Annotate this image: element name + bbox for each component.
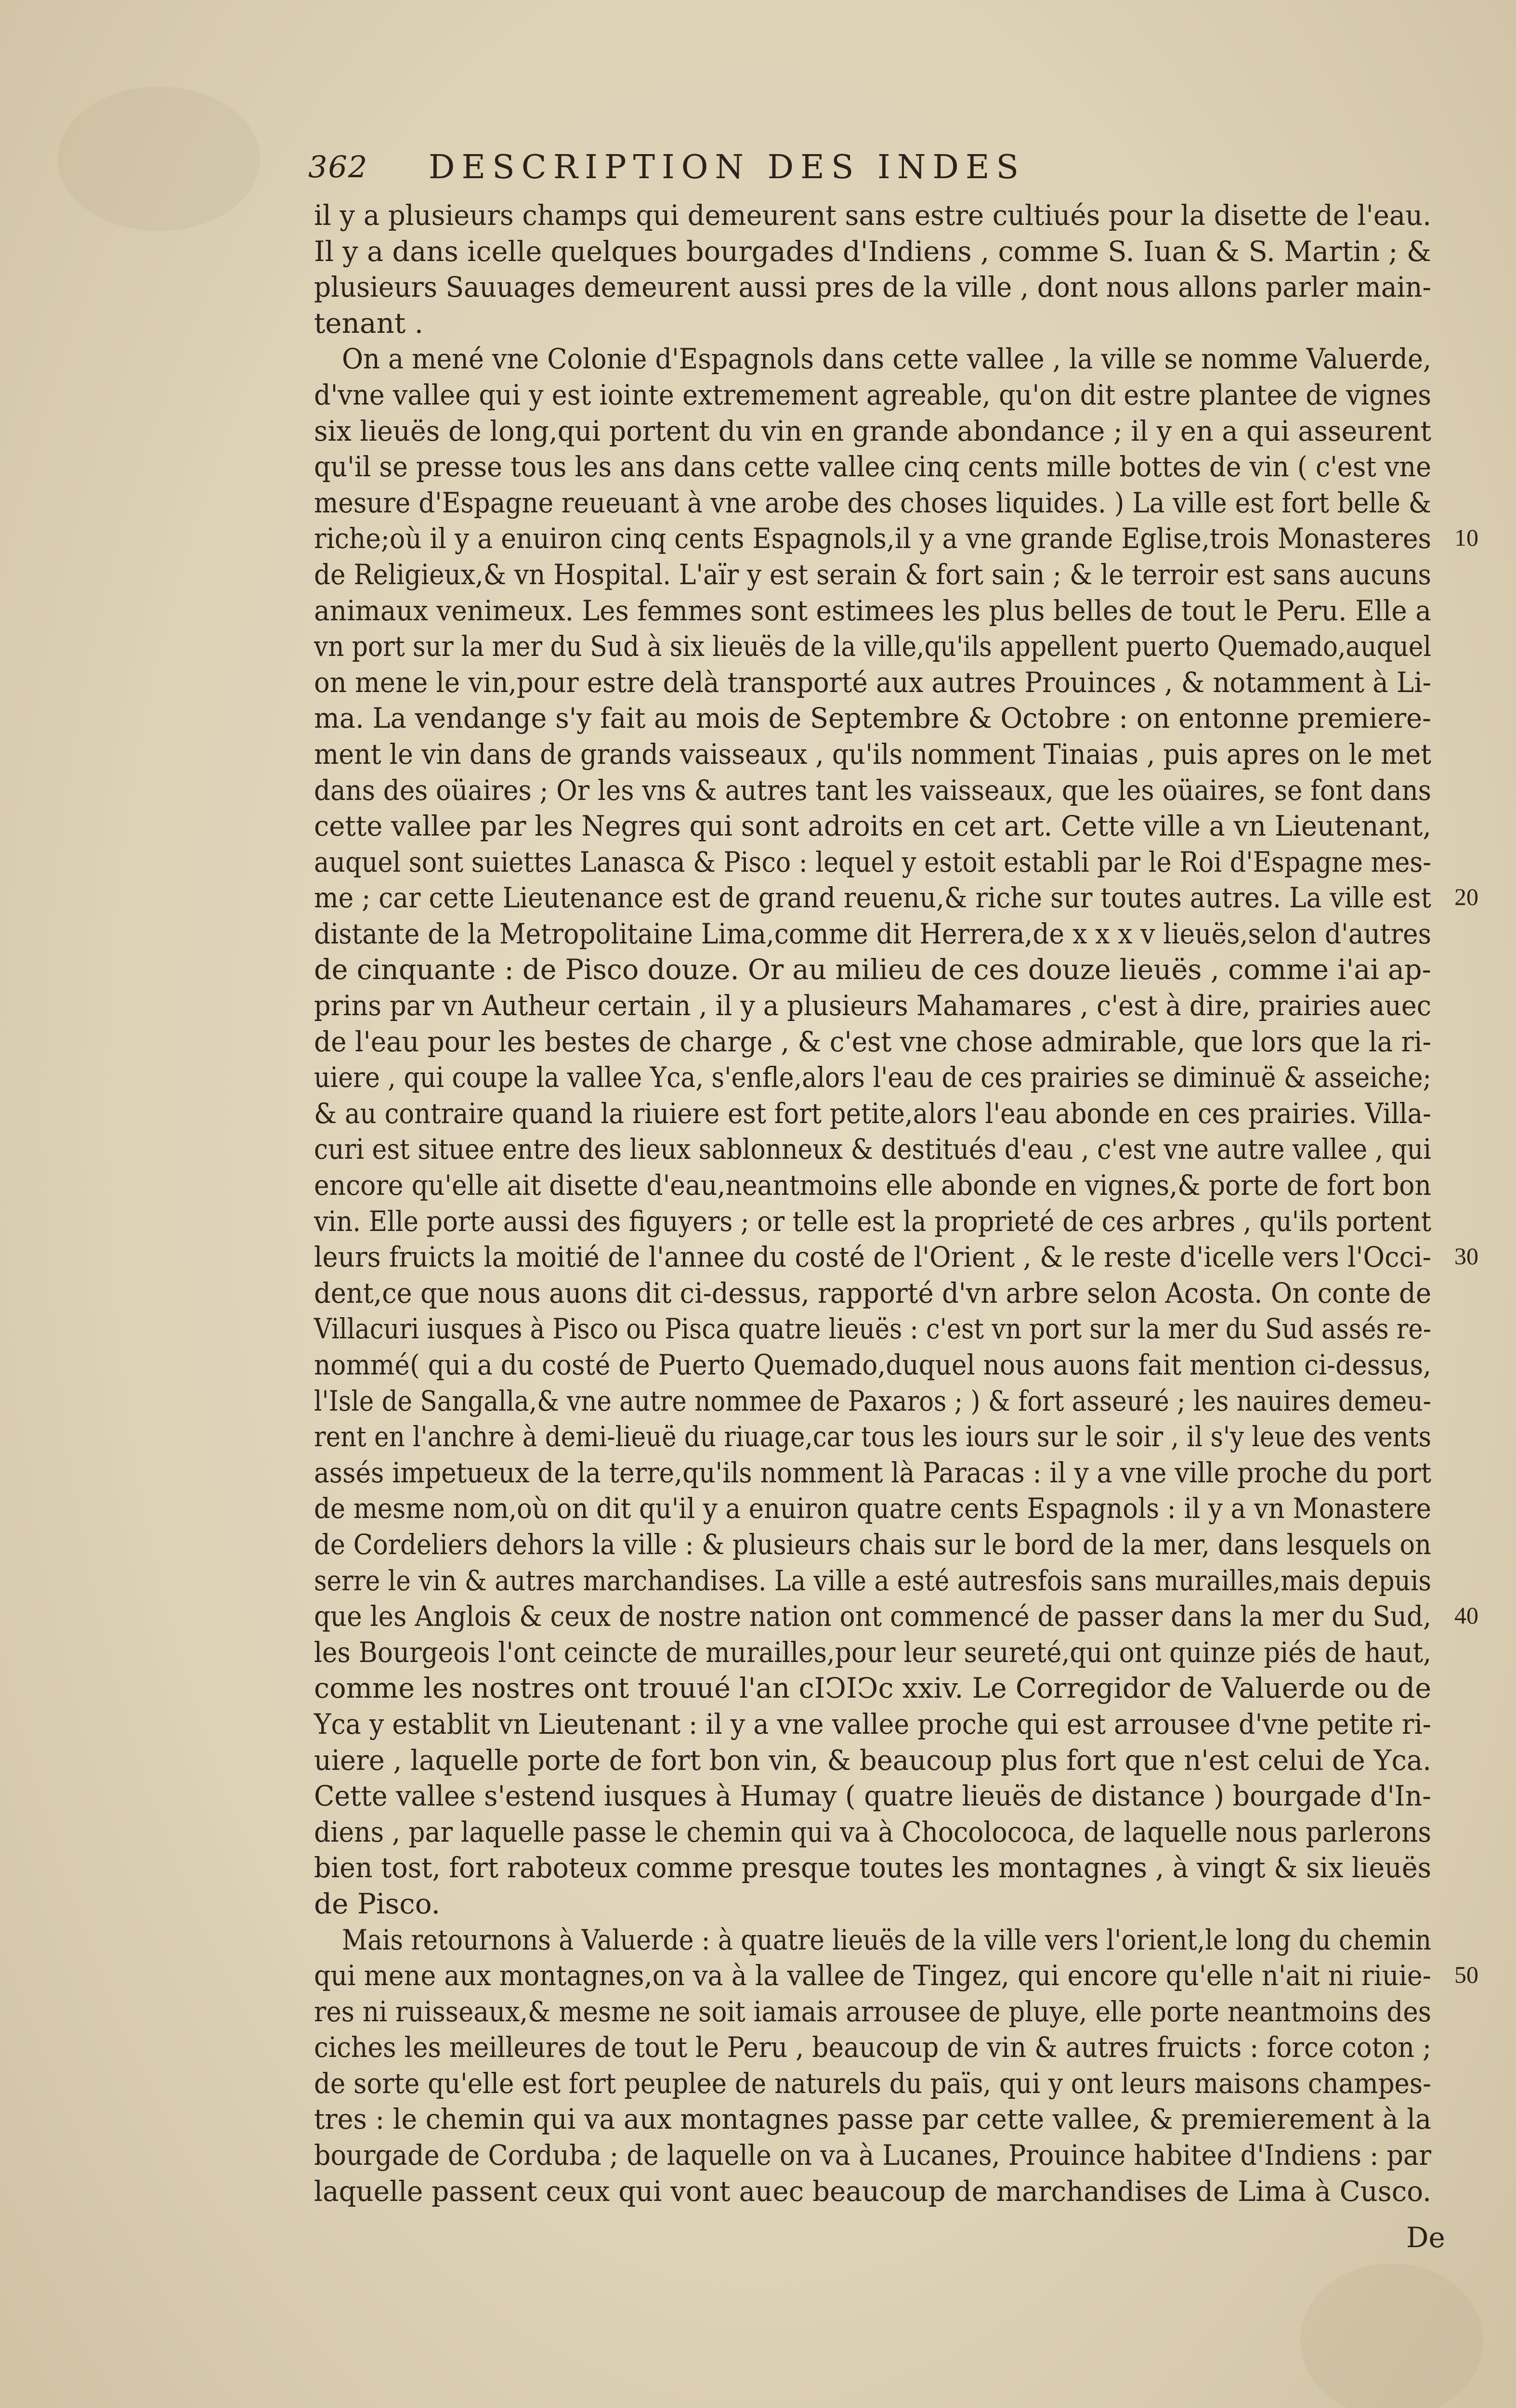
text-line	[314, 916, 1460, 952]
text-line	[314, 1850, 1460, 1886]
text-line-content: ment le vin dans de grands vaisseaux , qu'ils nomment Tinaias , puis apres on le met	[314, 737, 1431, 771]
text-line-content: comme les nostres ont trouué l'an cIↃIↃc xxiv. Le Corregidor de Valuerde ou de	[314, 1672, 1431, 1705]
text-line-content: les Bourgeois l'ont ceincte de murailles,pour leur seureté,qui ont quinze piés de haut,	[314, 1636, 1431, 1669]
text-line	[314, 234, 1460, 270]
text-line-content: cette vallee par les Negres qui sont adroits en cet art. Cette ville a vn Lieutenant,	[314, 810, 1431, 843]
text-line	[314, 628, 1460, 665]
margin-line-number: 30	[1454, 1243, 1478, 1270]
text-line	[314, 1239, 1460, 1275]
text-line	[314, 1491, 1460, 1527]
text-line	[314, 952, 1460, 988]
text-line	[314, 1635, 1460, 1671]
text-line	[314, 1958, 1460, 1994]
text-line	[314, 1670, 1460, 1706]
text-line-content: & au contraire quand la riuiere est fort petite,alors l'eau abonde en ces prairies. Villa-	[314, 1097, 1431, 1130]
text-line	[314, 772, 1460, 809]
text-line-content: dans des oüaires ; Or les vns & autres tant les vaisseaux, que les oüaires, se font dans	[314, 773, 1431, 807]
text-line-content: nommé( qui a du costé de Puerto Quemado,duquel nous auons fait mention ci-dessus,	[314, 1348, 1431, 1381]
text-line-content: dent,ce que nous auons dit ci-dessus, rapporté d'vn arbre selon Acosta. On conte de	[314, 1276, 1431, 1309]
text-line-content: Cette vallee s'estend iusques à Humay ( quatre lieuës de distance ) bourgade d'In-	[314, 1780, 1431, 1813]
text-line-content: prins par vn Autheur certain , il y a plusieurs Mahamares , c'est à dire, prairies auec	[314, 989, 1431, 1022]
text-line-content: laquelle passent ceux qui vont auec beaucoup de marchandises de Lima à Cusco.	[314, 2174, 1431, 2208]
text-line-content: uiere , qui coupe la vallee Yca, s'enfle,alors l'eau de ces prairies se diminuë & asseiche;	[314, 1061, 1431, 1094]
text-line	[314, 665, 1460, 701]
text-line-content: Mais retournons à Valuerde : à quatre lieuës de la ville vers l'orient,le long du chemin	[342, 1923, 1431, 1956]
text-line	[314, 341, 1460, 377]
text-line	[314, 1778, 1460, 1814]
text-line	[314, 988, 1460, 1024]
text-line	[314, 1814, 1460, 1850]
text-line	[314, 1563, 1460, 1599]
text-line-content: de l'eau pour les bestes de charge , & c'est vne chose admirable, que lors que la ri-	[314, 1025, 1431, 1058]
page-header	[308, 144, 1300, 197]
text-line-content: de sorte qu'elle est fort peuplee de naturels du païs, qui y ont leurs maisons champes-	[314, 2067, 1431, 2100]
text-line	[314, 1275, 1460, 1311]
text-line	[314, 269, 1460, 305]
text-line-content: on mene le vin,pour estre delà transporté aux autres Prouinces , & notamment à Li-	[314, 666, 1431, 699]
text-line-content: animaux venimeux. Les femmes sont estimees les plus belles de tout le Peru. Elle a	[314, 594, 1431, 627]
paper-stain	[1300, 2264, 1483, 2408]
text-line	[314, 593, 1460, 629]
text-line-content: Villacuri iusques à Pisco ou Pisca quatre lieuës : c'est vn port sur la mer du Sud assés re-	[314, 1312, 1431, 1346]
text-line-content: res ni ruisseaux,& mesme ne soit iamais arrousee de pluye, elle porte neantmoins des	[314, 1995, 1431, 2028]
text-line-content: de mesme nom,où on dit qu'il y a enuiron quatre cents Espagnols : il y a vn Monastere	[314, 1492, 1431, 1525]
text-line	[314, 1742, 1460, 1779]
text-line-content: vin. Elle porte aussi des figuyers ; or telle est la proprieté de ces arbres , qu'ils portent	[314, 1204, 1431, 1238]
running-head: DESCRIPTION DES INDES	[429, 148, 1026, 186]
text-line	[314, 1060, 1460, 1096]
paper-stain	[58, 87, 260, 231]
margin-line-number: 10	[1454, 524, 1478, 551]
text-line	[314, 1706, 1460, 1742]
text-line	[314, 1598, 1460, 1635]
text-line-content: auquel sont suiettes Lanasca & Pisco : lequel y estoit establi par le Roi d'Espagne mes-	[314, 845, 1431, 878]
text-line	[314, 1922, 1460, 1958]
text-line	[314, 808, 1460, 844]
text-line-content: me ; car cette Lieutenance est de grand reuenu,& riche sur toutes autres. La ville est	[314, 881, 1431, 915]
text-line-content: il y a plusieurs champs qui demeurent sans estre cultiués pour la disette de l'eau.	[314, 199, 1431, 232]
text-line	[314, 1455, 1460, 1491]
text-line-content: vn port sur la mer du Sud à six lieuës de la ville,qu'ils appellent puerto Quemado,auquel	[314, 630, 1431, 663]
margin-line-number: 50	[1454, 1961, 1478, 1989]
text-line-content: tres : le chemin qui va aux montagnes passe par cette vallee, & premierement à la	[314, 2103, 1431, 2136]
text-line-content: ciches les meilleures de tout le Peru , beaucoup de vin & autres fruicts : force coton ;	[314, 2031, 1431, 2064]
page-number: 362	[308, 149, 368, 184]
text-line	[314, 2137, 1460, 2173]
text-line-content: leurs fruicts la moitié de l'annee du costé de l'Orient , & le reste d'icelle vers l'Occi-	[314, 1241, 1431, 1274]
text-line	[314, 1383, 1460, 1419]
text-line	[314, 2029, 1460, 2066]
text-line	[314, 2101, 1460, 2137]
text-line-content: diens , par laquelle passe le chemin qui va à Chocolococa, de laquelle nous parlerons	[314, 1815, 1431, 1848]
text-line-content: plusieurs Sauuages demeurent aussi pres de la ville , dont nous allons parler main-	[314, 271, 1431, 304]
text-line-content: encore qu'elle ait disette d'eau,neantmoins elle abonde en vignes,& porte de fort bon	[314, 1169, 1431, 1202]
text-line	[314, 1204, 1460, 1240]
text-line	[314, 377, 1460, 413]
body-text	[314, 197, 1460, 2209]
text-line	[314, 413, 1460, 449]
text-line	[314, 1024, 1460, 1060]
text-line	[314, 1347, 1460, 1383]
text-line	[314, 197, 1460, 234]
text-line-content: Yca y establit vn Lieutenant : il y a vne vallee proche qui est arrousee d'vne petite ri-	[314, 1707, 1431, 1741]
text-line	[314, 700, 1460, 736]
text-line	[314, 1167, 1460, 1204]
text-line	[314, 521, 1460, 557]
text-line-content: serre le vin & autres marchandises. La ville a esté autresfois sans murailles,mais depuis	[314, 1564, 1431, 1597]
text-line	[314, 880, 1460, 916]
text-line-content: bourgade de Corduba ; de laquelle on va à Lucanes, Prouince habitee d'Indiens : par	[314, 2139, 1431, 2172]
text-line-content: tenant .	[314, 306, 424, 340]
text-line-content: d'vne vallee qui y est iointe extremement agreable, qu'on dit estre plantee de vignes	[314, 378, 1431, 411]
text-line-content: que les Anglois & ceux de nostre nation ont commencé de passer dans la mer du Sud,	[314, 1600, 1431, 1633]
text-line-content: bien tost, fort raboteux comme presque toutes les montagnes , à vingt & six lieuës	[314, 1851, 1431, 1885]
text-line	[314, 485, 1460, 521]
text-line-content: de Pisco.	[314, 1887, 441, 1920]
text-line	[314, 2066, 1460, 2102]
text-line-content: riche;où il y a enuiron cinq cents Espagnols,il y a vne grande Eglise,trois Monasteres	[314, 522, 1431, 555]
text-line-content: qu'il se presse tous les ans dans cette vallee cinq cents mille bottes de vin ( c'est vne	[314, 450, 1431, 484]
text-line-content: On a mené vne Colonie d'Espagnols dans cette vallee , la ville se nomme Valuerde,	[342, 342, 1431, 376]
text-line-content: assés impetueux de la terre,qu'ils nomment là Paracas : il y a vne ville proche du port	[314, 1456, 1431, 1489]
text-line	[314, 449, 1460, 485]
text-line-content: uiere , laquelle porte de fort bon vin, & beaucoup plus fort que n'est celui de Yca.	[314, 1743, 1431, 1777]
text-line-content: curi est situee entre des lieux sablonneux & destitués d'eau , c'est vne autre vallee , qui	[314, 1133, 1431, 1166]
catchword: De	[1406, 2221, 1445, 2254]
text-line-content: rent en l'anchre à demi-lieuë du riuage,car tous les iours sur le soir , il s'y leue des vents	[314, 1420, 1431, 1453]
text-line	[314, 844, 1460, 880]
text-line-content: de Cordeliers dehors la ville : & plusieurs chais sur le bord de la mer, dans lesquels on	[314, 1528, 1431, 1561]
text-line	[314, 1886, 1460, 1922]
text-line	[314, 1131, 1460, 1167]
text-line-content: six lieuës de long,qui portent du vin en grande abondance ; il y en a qui asseurent	[314, 414, 1431, 447]
text-line-content: ma. La vendange s'y fait au mois de Septembre & Octobre : on entonne premiere-	[314, 702, 1431, 735]
text-line-content: l'Isle de Sangalla,& vne autre nommee de Paxaros ; ) & fort asseuré ; les nauires demeu-	[314, 1384, 1431, 1417]
text-line	[314, 1527, 1460, 1563]
margin-line-number: 40	[1454, 1602, 1478, 1629]
text-line-content: qui mene aux montagnes,on va à la vallee de Tingez, qui encore qu'elle n'ait ni riuie-	[314, 1959, 1431, 1992]
text-line-content: distante de la Metropolitaine Lima,comme dit Herrera,de x x x v lieuës,selon d'autres	[314, 917, 1431, 950]
text-line-content: de cinquante : de Pisco douze. Or au milieu de ces douze lieuës , comme i'ai ap-	[314, 953, 1431, 986]
text-line	[314, 1419, 1460, 1455]
text-line-content: de Religieux,& vn Hospital. L'aïr y est serain & fort sain ; & le terroir est sans aucuns	[314, 558, 1431, 591]
text-line	[314, 1096, 1460, 1132]
text-line	[314, 1311, 1460, 1347]
margin-line-number: 20	[1454, 883, 1478, 911]
text-line	[314, 2173, 1460, 2210]
text-line	[314, 305, 1460, 341]
text-line	[314, 557, 1460, 593]
text-line	[314, 1994, 1460, 2030]
text-line	[314, 736, 1460, 772]
text-line-content: mesure d'Espagne reueuant à vne arobe des choses liquides. ) La ville est fort belle &	[314, 486, 1431, 519]
text-line-content: Il y a dans icelle quelques bourgades d'Indiens , comme S. Iuan & S. Martin ; &	[314, 235, 1431, 268]
